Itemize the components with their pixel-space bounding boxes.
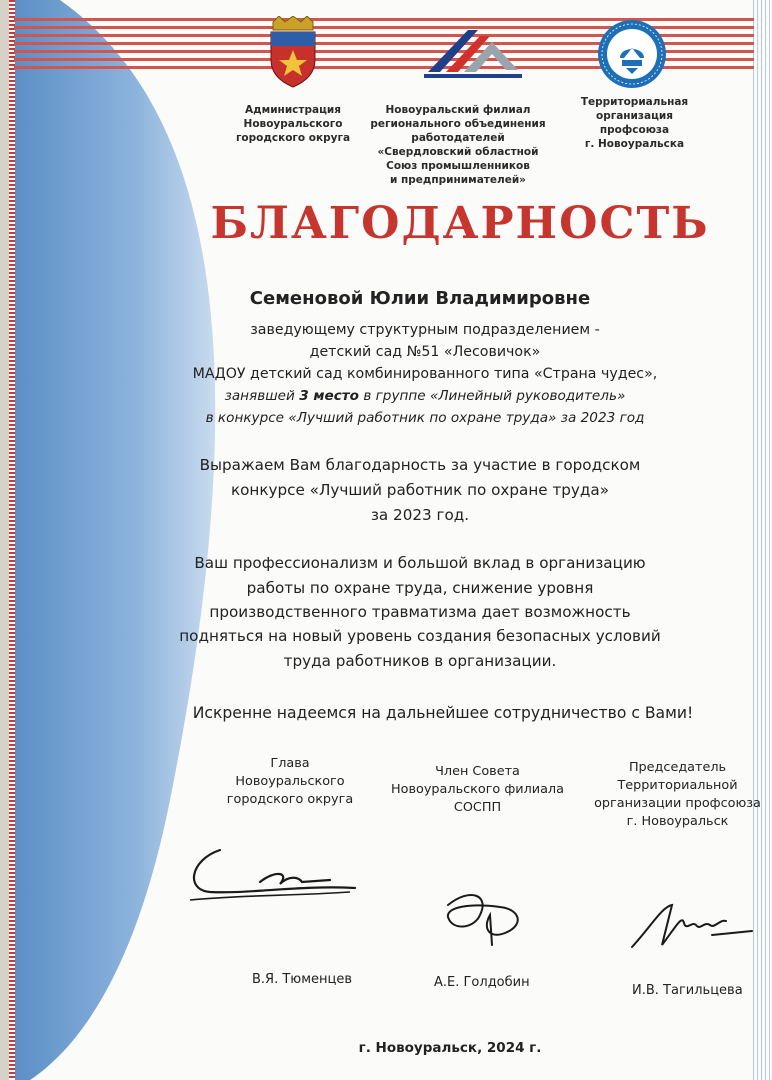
org-trade-union: Территориальная организация профсоюза г. Новоуральска (580, 96, 689, 150)
trade-union-seal-icon (596, 18, 668, 90)
position-line-3: МАДОУ детский сад комбинированного типа «Страна чудес», (192, 366, 658, 382)
signatory-3-title: Председатель Территориальной организации профсоюза г. Новоуральск (594, 760, 761, 829)
paragraph1-line-2: конкурсе «Лучший работник по охране труда» (230, 481, 610, 499)
coat-of-arms-icon (265, 16, 321, 88)
contest-line: в конкурсе «Лучший работник по охране труда» за 2023 год (205, 410, 645, 426)
certificate-title: БЛАГОДАРНОСТЬ (210, 198, 710, 249)
org-administration: Администрация Новоуральского городского округа (235, 104, 351, 144)
signatory-2-title: Член Совета Новоуральского филиала СОСПП (391, 764, 564, 815)
award-place: 3 место (299, 388, 360, 404)
position-line-2: детский сад №51 «Лесовичок» (309, 344, 541, 360)
signatory-1-name: В.Я. Тюменцев (252, 972, 353, 987)
signature-1-icon (180, 830, 370, 910)
place-date: г. Новоуральск, 2024 г. (358, 1040, 542, 1056)
employers-union-logo-icon (418, 24, 528, 82)
paragraph2-line-3: производственного травматизма дает возможность (209, 603, 631, 621)
signatory-2-name: А.Е. Голдобин (434, 975, 530, 990)
recipient-name: Семеновой Юлии Владимировне (249, 288, 591, 309)
paragraph1-line-3: за 2023 год. (370, 506, 470, 524)
paragraph1-line-1: Выражаем Вам благодарность за участие в городском (199, 456, 641, 474)
signature-2-icon (430, 885, 540, 955)
signatory-1-title: Глава Новоуральского городского округа (226, 756, 354, 807)
paragraph2-line-4: подняться на новый уровень создания безопасных условий (179, 627, 661, 645)
award-suffix: в группе «Линейный руководитель» (359, 388, 626, 404)
position-line-1: заведующему структурным подразделением - (250, 322, 600, 338)
org-employers-union: Новоуральский филиал регионального объединения работодателей «Свердловский областной Союз промышленников и предпринимателей» (370, 104, 546, 186)
paragraph2-line-5: труда работников в организации. (283, 652, 557, 670)
closing-line: Искренне надеемся на дальнейшее сотрудничество с Вами! (192, 704, 694, 722)
award-prefix: занявшей (224, 388, 300, 404)
signatory-3-name: И.В. Тагильцева (632, 983, 743, 998)
paragraph2-line-1: Ваш профессионализм и большой вклад в организацию (194, 554, 646, 572)
award-line (65, 388, 772, 404)
paragraph2-line-2: работы по охране труда, снижение уровня (246, 579, 594, 597)
signature-3-icon (622, 895, 762, 955)
